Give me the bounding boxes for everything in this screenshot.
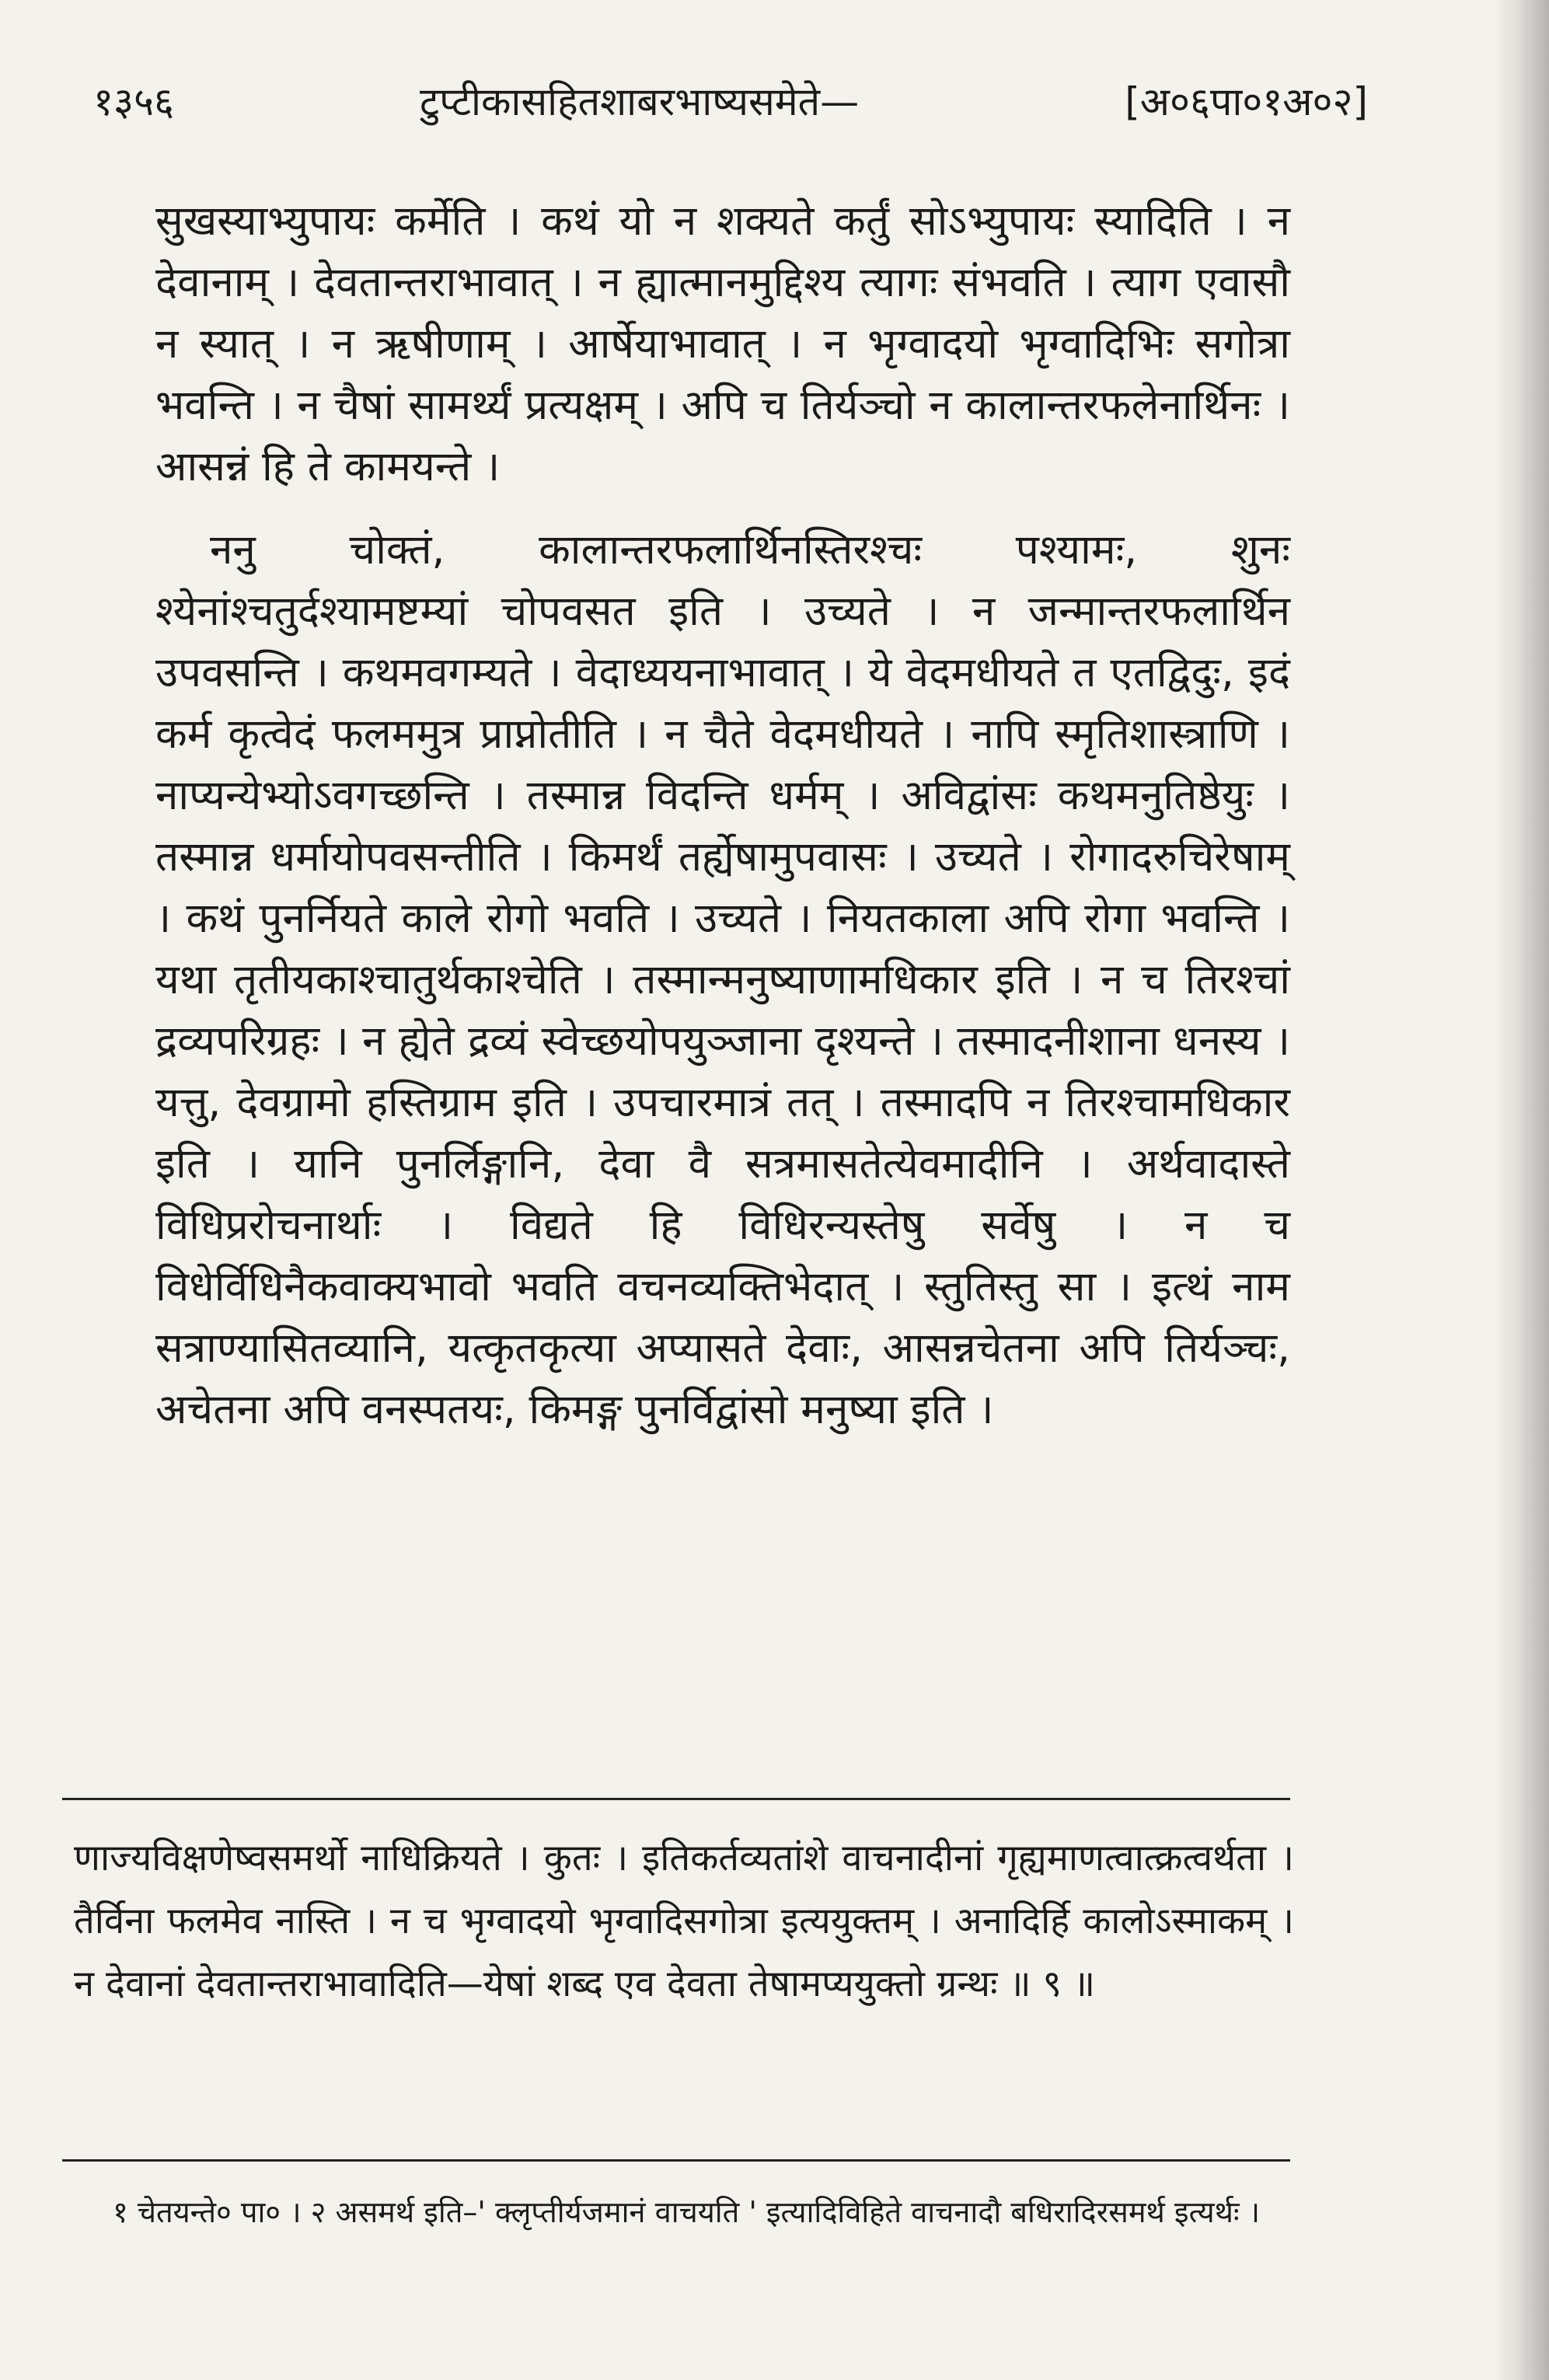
commentary-block bbox=[74, 1827, 1294, 2015]
commentary-text: णाज्यविक्षणेष्वसमर्थो नाधिक्रियते । कुतः । इतिकर्तव्यतांशे वाचनादीनां गृह्यमाणत्वात्क्रत्वर्थता । तैर्विना फलमेव नास्ति । न च भृग्वादयो भृग्वादिसगोत्रा इत्ययुक्तम् । अनादिर्हि कालोऽस्माकम् । न देवानां देवतान्तराभावादिति—येषां शब्द एव देवता तेषामप्ययुक्तो ग्रन्थः ॥ ९ ॥ bbox=[74, 1837, 1294, 2005]
main-text bbox=[155, 190, 1290, 1440]
main-paragraph-2: ननु चोक्तं, कालान्तरफलार्थिनस्तिरश्चः पश्यामः, शुनः श्येनांश्चतुर्दश्यामष्टम्यां चोपवसत इति । उच्यते । न जन्मान्तरफलार्थिन उपवसन्ति । कथमवगम्यते । वेदाध्ययनाभावात् । ये वेदमधीयते त एतद्विदुः, इदं कर्म कृत्वेदं फलममुत्र प्राप्नोतीति । न चैते वेदमधीयते । नापि स्मृतिशास्त्राणि । नाप्यन्येभ्योऽवगच्छन्ति । तस्मान्न विदन्ति धर्मम् । अविद्वांसः कथमनुतिष्ठेयुः । तस्मान्न धर्मायोपवसन्तीति । किमर्थं तर्ह्येषामुपवासः । उच्यते । रोगादरुचिरेषाम् । कथं पुनर्नियते काले रोगो भवति । उच्यते । नियतकाला अपि रोगा भवन्ति । यथा तृतीयकाश्चातुर्थकाश्चेति । तस्मान्मनुष्याणामधिकार इति । न च तिरश्चां द्रव्यपरिग्रहः । न ह्येते द्रव्यं स्वेच्छयोपयुञ्जाना दृश्यन्ते । तस्मादनीशाना धनस्य । यत्तु, देवग्रामो हस्तिग्राम इति । उपचारमात्रं तत् । तस्मादपि न तिरश्चामधिकार इति । यानि पुनर्लिङ्गानि, देवा वै सत्रमासतेत्येवमादीनि । अर्थवादास्ते विधिप्ररोचनार्थाः । विद्यते हि विधिरन्यस्तेषु सर्वेषु । न च विधेर्विधिनैकवाक्यभावो भवति वचनव्यक्तिभेदात् । स्तुतिस्तु सा । इत्थं नाम सत्राण्यासितव्यानि, यत्कृतकृत्या अप्यासते देवाः, आसन्नचेतना अपि तिर्यञ्चः, अचेतना अपि वनस्पतयः, किमङ्ग पुनर्विद्वांसो मनुष्या इति । bbox=[155, 526, 1290, 1433]
footnote-text: १ चेतयन्ते० पा० । २ असमर्थ इति–' क्लृप्तीर्यजमानं वाचयति ' इत्यादिविहिते वाचनादौ बधिरादिरसमर्थ इत्यर्थः । bbox=[113, 2195, 1261, 2229]
commentary-divider bbox=[62, 1798, 1290, 1800]
running-title: टुप्टीकासहितशाबरभाष्यसमेते— bbox=[420, 79, 860, 124]
scan-edge-shadow bbox=[1495, 0, 1549, 2380]
page-number: १३५६ bbox=[93, 79, 174, 124]
main-paragraph-1: सुखस्याभ्युपायः कर्मेति । कथं यो न शक्यते कर्तुं सोऽभ्युपायः स्यादिति । न देवानाम् । देवतान्तराभावात् । न ह्यात्मानमुद्दिश्य त्यागः संभवति । त्याग एवासौ न स्यात् । न ऋषीणाम् । आर्षेयाभावात् । न भृग्वादयो भृग्वादिभिः सगोत्रा भवन्ति । न चैषां सामर्थ्यं प्रत्यक्षम् । अपि च तिर्यञ्चो न कालान्तरफलेनार्थिनः । आसन्नं हि ते कामयन्ते । bbox=[155, 197, 1290, 490]
footnotes-block bbox=[43, 2188, 1302, 2236]
footnote-divider bbox=[62, 2159, 1290, 2162]
running-header bbox=[93, 74, 1368, 144]
section-reference: [अ०६पा०१अ०२] bbox=[1125, 79, 1368, 124]
